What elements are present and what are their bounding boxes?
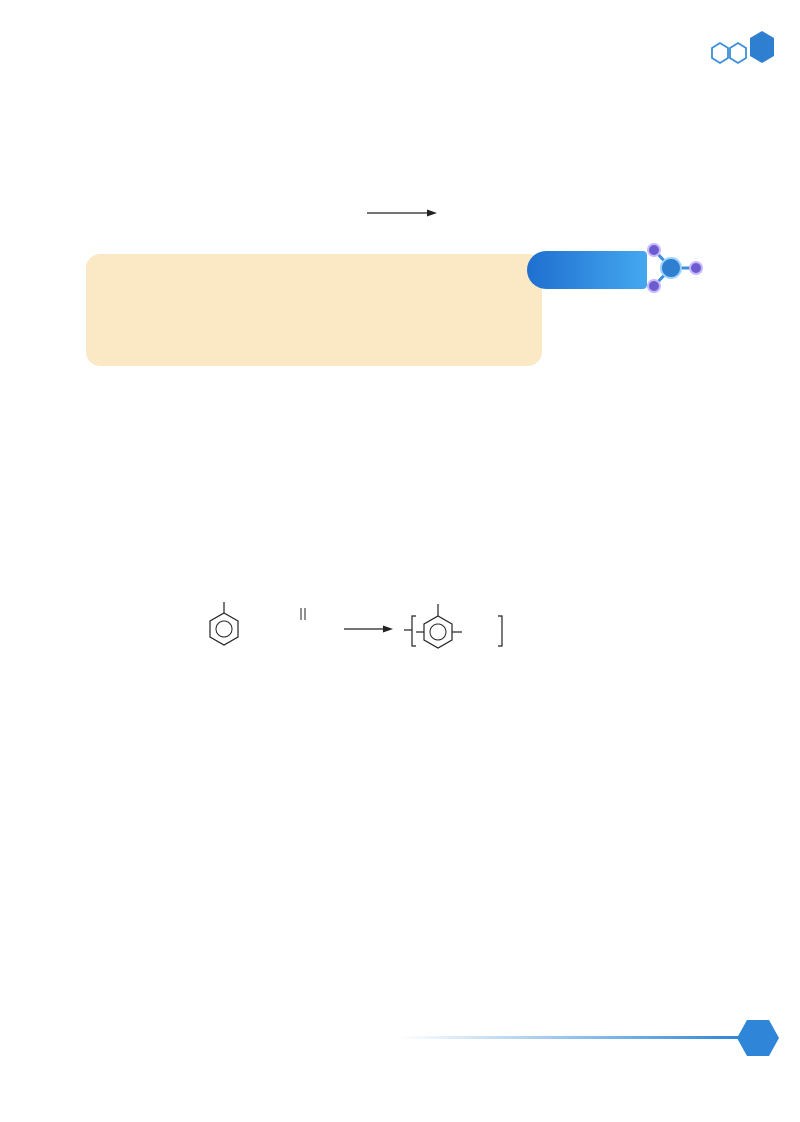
chapter-badge: [690, 30, 780, 80]
inquiry-box: [86, 254, 542, 366]
hexagon-icon: [712, 43, 728, 63]
reaction-arrow-icon: [367, 208, 437, 218]
phenol-reaction: [180, 578, 630, 668]
paragraph-uses: [84, 376, 718, 404]
hexagon-badge-icon: [750, 31, 774, 63]
figure-network-resin: [396, 688, 696, 888]
footer-bar: [400, 1036, 740, 1039]
figure-4-21-caption: [108, 907, 118, 922]
bracket-right: [498, 616, 502, 646]
phenol-ring: [210, 613, 238, 645]
paragraph-oxidation: [84, 110, 718, 138]
figure-linear-resin: [120, 688, 330, 898]
figure-4-22-caption: [426, 907, 436, 922]
phenol-ring-circle: [216, 621, 232, 637]
bracket-left: [412, 616, 416, 646]
paragraph-urea-resin: [84, 944, 718, 972]
paragraph-catalysis: [84, 516, 718, 544]
page-number-badge: [736, 1018, 780, 1058]
product-ring: [424, 616, 452, 648]
paragraph-phenolic: [84, 404, 718, 432]
hexagon-icon: [730, 43, 746, 63]
inquiry-title: [527, 251, 647, 289]
reaction-arrowhead-icon: [383, 626, 393, 633]
product-ring-circle: [430, 624, 446, 640]
molecule-icon: [640, 236, 710, 298]
hexagon-badge-icon: [737, 1020, 779, 1056]
